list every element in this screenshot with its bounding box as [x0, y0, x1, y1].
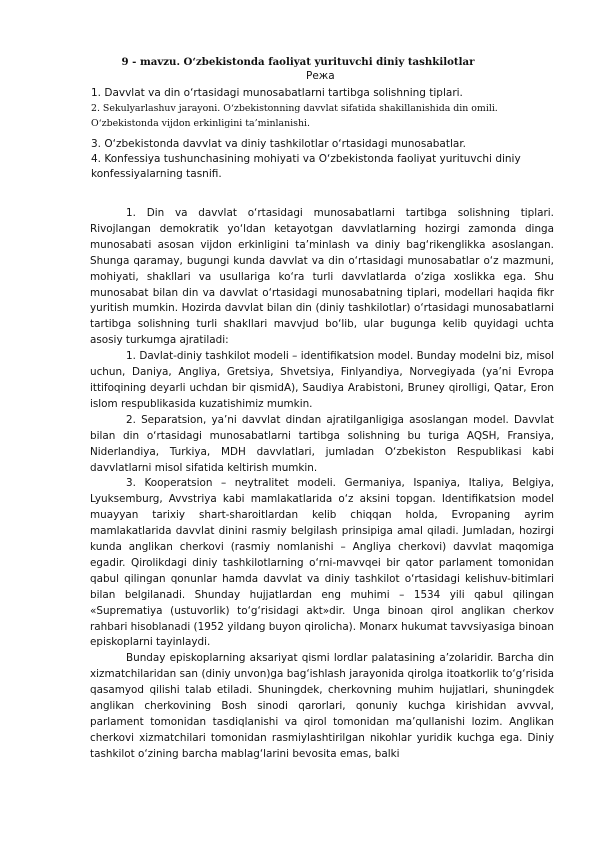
body-paragraph: 1. Davlat-diniy tashkilot modeli – identifikatsion model. Bunday modelni biz, misol uchun, Daniya, Angliya, Gretsiya, Shvetsiya, Finlyandiya, Norvegiyada (ya’ni Evropa ittifoqining deyarli uchdan bir qismidA), Saudiya Arabistoni, Bruney qirolligi, Qatar, Eron islom respublikasida kuzatishimiz mumkin. [90, 350, 554, 410]
plan-item-line: 2. Sekulyarlashuv jarayoni. O‘zbekistonning davvlat sifatida shakillanishida din omili. [91, 103, 498, 114]
body-paragraph: 3. Kooperatsion – neytralitet modeli. Germaniya, Ispaniya, Italiya, Belgiya, Lyuksemburg, Avvstriya kabi mamlakatlarida o‘z aksini topgan. Identifikatsion model muayyan tarixiy shart-sharoitlardan kelib chiqqan holda, Evropaning ayrim mamlakatlarida davvlat dinini rasmiy belgilash prinsipiga amal qiladi. Jumladan, hozirgi kunda anglikan cherkovi (rasmiy nomlanishi – Angliya cherkovi) davvlat maqomiga egadir. Qirolikdagi diniy tashkilotlarning o‘rni-mavvqei bir qator parlament tomonidan qabul qilingan qonunlar hamda davvlat va diniy tashkilot o‘rtasidagi kelishuv-bitimlari bilan belgilanadi. Shunday hujjatlardan eng muhimi – 1534 yili qabul qilingan «Suprematiya (ustuvorlik) to‘g‘risidagi akt»dir. Unga binoan qirol anglikan cherkov rahbari hisoblanadi (1952 yildang buyon qirolicha). Monarx hukumat tavvsiyasiga binoan episkoplarni tayinlaydi. [90, 477, 554, 649]
plan-list [91, 86, 553, 182]
plan-item-line: O‘zbekistonda vijdon erkinligini ta’minlanishi. [91, 118, 311, 129]
body-paragraph: Bunday episkoplarning aksariyat qismi lordlar palatasining a’zolaridir. Barcha din xizmatchilaridan san (diniy unvon)ga bag‘ishlash jarayonida qirolga itoatkorlik to‘g‘risida qasamyod qilishi talab etiladi. Shuningdek, cherkovning muhim hujjatlari, shuningdek anglikan cherkovining Bosh sinodi qarorlari, qonuniy kuchga kirishidan avvval, parlament tomonidan tasdiqlanishi va qirol tomonidan ma’qullanishi lozim. Anglikan cherkovi xizmatchilari tomonidan rasmiylashtirilgan nikohlar yuridik kuchga ega. Diniy tashkilot o‘zining barcha mablag‘larini bevosita emas, balki [90, 652, 554, 760]
body-paragraph: 2. Separatsion, ya’ni davvlat dindan ajratilganligiga asoslangan model. Davvlat bilan din o‘rtasidagi munosabatlarni tartibga solishning bu turiga AQSH, Fransiya, Niderlandiya, Turkiya, MDH davvlatlari, jumladan O‘zbekiston Respublikasi kabi davvlatlarni misol sifatida keltirish mumkin. [90, 413, 554, 474]
document-body [90, 206, 554, 763]
plan-item [91, 101, 553, 131]
plan-heading: Режа [306, 70, 335, 82]
document-title: 9 - mavzu. O‘zbekistonda faoliyat yurituvchi diniy tashkilotlar [121, 56, 475, 68]
plan-item: 4. Konfessiya tushunchasining mohiyati va O‘zbekistonda faoliyat yurituvchi diniy konfessiyalarning tasnifi. [91, 153, 521, 180]
body-paragraph: 1. Din va davvlat o‘rtasidagi munosabatlarni tartibga solishning tiplari. Rivojlangan demokratik yo‘ldan ketayotgan davvlatlarning hozirgi zamonda dinga munosabati asosan vijdon erkinligini ta’minlash va diniy bag‘rikenglikka asoslangan. Shunga qaramay, bugungi kunda davvlat va din o‘rtasidagi munosabatlar o‘z mazmuni, mohiyati, shakllari va usullariga ko‘ra turli davvlatlarda o‘ziga xoslikka ega. Shu munosabat bilan din va davvlat o‘rtasidagi munosabatning tiplari, modellari haqida fikr yuritish mumkin. Hozirda davvlat bilan din (diniy tashkilotlar) o‘rtasidagi munosabatlarni tartibga solishning turli shakllari mavvjud bo‘lib, ular bugunga kelib quyidagi uchta asosiy turkumga ajratiladi: [90, 207, 554, 347]
plan-item: 1. Davvlat va din o‘rtasidagi munosabatlarni tartibga solishning tiplari. [91, 87, 463, 99]
plan-item: 3. O‘zbekistonda davvlat va diniy tashkilotlar o‘rtasidagi munosabatlar. [91, 138, 467, 150]
